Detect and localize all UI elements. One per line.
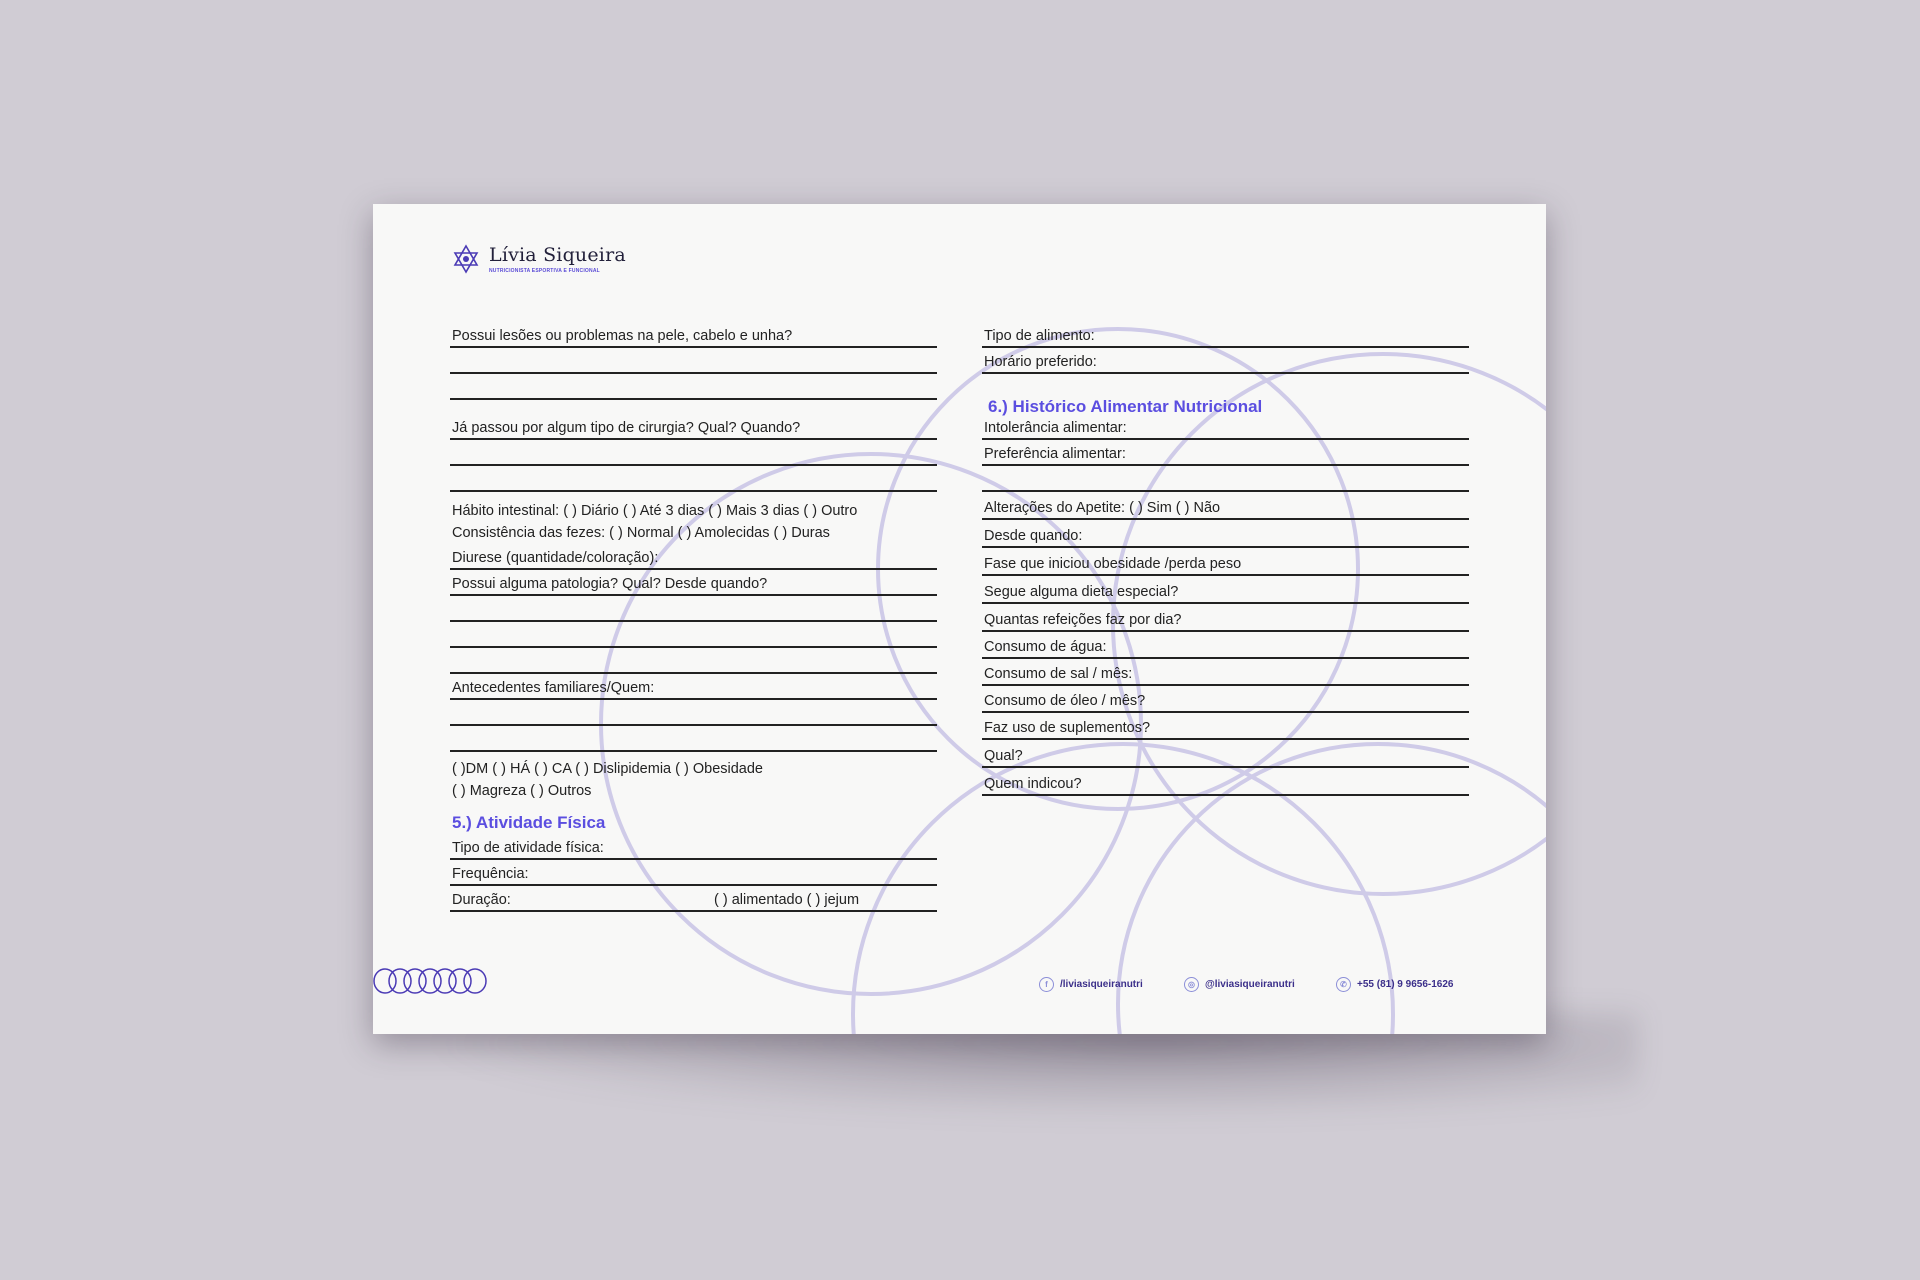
intolerance-line[interactable]	[982, 418, 1469, 440]
conditions-row-2: ( ) Magreza ( ) Outros	[452, 783, 592, 799]
answer-line[interactable]	[450, 466, 937, 492]
who-indicated-label: Quem indicou?	[984, 776, 1082, 792]
section-6-title: 6.) Histórico Alimentar Nutricional	[988, 397, 1263, 416]
food-type-line[interactable]	[982, 322, 1469, 348]
left-column	[450, 322, 937, 912]
diuresis-label: Diurese (quantidade/coloração):	[452, 550, 659, 566]
surgery-question: Já passou por algum tipo de cirurgia? Qual? Quando?	[452, 420, 801, 436]
special-diet-line[interactable]	[982, 576, 1469, 604]
brand-name: Lívia Siqueira	[489, 243, 626, 266]
preferred-time-label: Horário preferido:	[984, 354, 1097, 370]
pathology-question: Possui alguma patologia? Qual? Desde quando?	[452, 576, 768, 592]
phone-number: +55 (81) 9 9656-1626	[1357, 979, 1454, 990]
preference-label: Preferência alimentar:	[984, 446, 1126, 462]
duration-line[interactable]	[450, 886, 937, 912]
answer-line[interactable]	[450, 648, 937, 674]
appetite-options: Alterações do Apetite: ( ) Sim ( ) Não	[984, 500, 1221, 516]
intolerance-label: Intolerância alimentar:	[984, 420, 1127, 436]
answer-line[interactable]	[450, 726, 937, 752]
which-label: Qual?	[984, 748, 1023, 764]
stool-consistency: Consistência das fezes: ( ) Normal ( ) Amolecidas ( ) Duras	[452, 525, 830, 541]
preferred-time-line[interactable]	[982, 348, 1469, 374]
facebook-handle: /liviasiqueiranutri	[1060, 979, 1143, 990]
water-line[interactable]	[982, 632, 1469, 659]
salt-line[interactable]	[982, 659, 1469, 686]
skin-question: Possui lesões ou problemas na pele, cabelo e unha?	[452, 328, 793, 344]
activity-type-label: Tipo de atividade física:	[452, 840, 604, 856]
answer-line[interactable]	[450, 440, 937, 466]
which-line[interactable]	[982, 740, 1469, 768]
form-sheet	[373, 204, 1546, 1034]
preference-line[interactable]	[982, 440, 1469, 466]
frequency-line[interactable]	[450, 860, 937, 886]
footer-instagram[interactable]	[1184, 977, 1295, 992]
brand-logo	[451, 244, 626, 274]
answer-line[interactable]	[450, 622, 937, 648]
instagram-handle: @liviasiqueiranutri	[1205, 979, 1295, 990]
meals-per-day-line[interactable]	[982, 604, 1469, 632]
water-label: Consumo de água:	[984, 639, 1107, 655]
pathology-line[interactable]	[450, 570, 937, 596]
oil-label: Consumo de óleo / mês?	[984, 693, 1146, 709]
obesity-phase-label: Fase que iniciou obesidade /perda peso	[984, 556, 1242, 572]
who-indicated-line[interactable]	[982, 768, 1469, 796]
skin-question-line[interactable]	[450, 322, 937, 348]
family-history-label: Antecedentes familiares/Quem:	[452, 680, 655, 696]
answer-line[interactable]	[450, 700, 937, 726]
frequency-label: Frequência:	[452, 866, 529, 882]
right-column	[982, 322, 1469, 796]
obesity-phase-line[interactable]	[982, 548, 1469, 576]
special-diet-label: Segue alguma dieta especial?	[984, 584, 1179, 600]
appetite-line[interactable]	[982, 492, 1469, 520]
salt-label: Consumo de sal / mês:	[984, 666, 1133, 682]
answer-line[interactable]	[982, 466, 1469, 492]
fed-fasting-options[interactable]: ( ) alimentado ( ) jejum	[714, 892, 860, 908]
supplements-line[interactable]	[982, 713, 1469, 740]
oil-line[interactable]	[982, 686, 1469, 713]
conditions-row-1: ( )DM ( ) HÁ ( ) CA ( ) Dislipidemia ( ) Obesidade	[452, 761, 763, 777]
brand-subtitle: NUTRICIONISTA ESPORTIVA E FUNCIONAL	[489, 267, 600, 274]
decorative-rings	[373, 966, 493, 996]
facebook-icon: f	[1039, 977, 1054, 992]
answer-line[interactable]	[450, 596, 937, 622]
surgery-question-line[interactable]	[450, 414, 937, 440]
intestinal-habit: Hábito intestinal: ( ) Diário ( ) Até 3 dias ( ) Mais 3 dias ( ) Outro	[452, 503, 858, 519]
food-type-label: Tipo de alimento:	[984, 328, 1095, 344]
diuresis-line[interactable]	[450, 544, 937, 570]
answer-line[interactable]	[450, 374, 937, 400]
section-5-title: 5.) Atividade Física	[452, 813, 606, 832]
star-logo-icon	[451, 244, 481, 274]
footer-phone[interactable]	[1336, 977, 1453, 992]
supplements-label: Faz uso de suplementos?	[984, 720, 1151, 736]
activity-type-line[interactable]	[450, 834, 937, 860]
instagram-icon: ◎	[1184, 977, 1199, 992]
since-when-label: Desde quando:	[984, 528, 1083, 544]
duration-label: Duração:	[452, 892, 511, 908]
whatsapp-icon: ✆	[1336, 977, 1351, 992]
meals-per-day-label: Quantas refeições faz por dia?	[984, 612, 1182, 628]
since-when-line[interactable]	[982, 520, 1469, 548]
footer-facebook[interactable]	[1039, 977, 1143, 992]
answer-line[interactable]	[450, 348, 937, 374]
family-history-line[interactable]	[450, 674, 937, 700]
